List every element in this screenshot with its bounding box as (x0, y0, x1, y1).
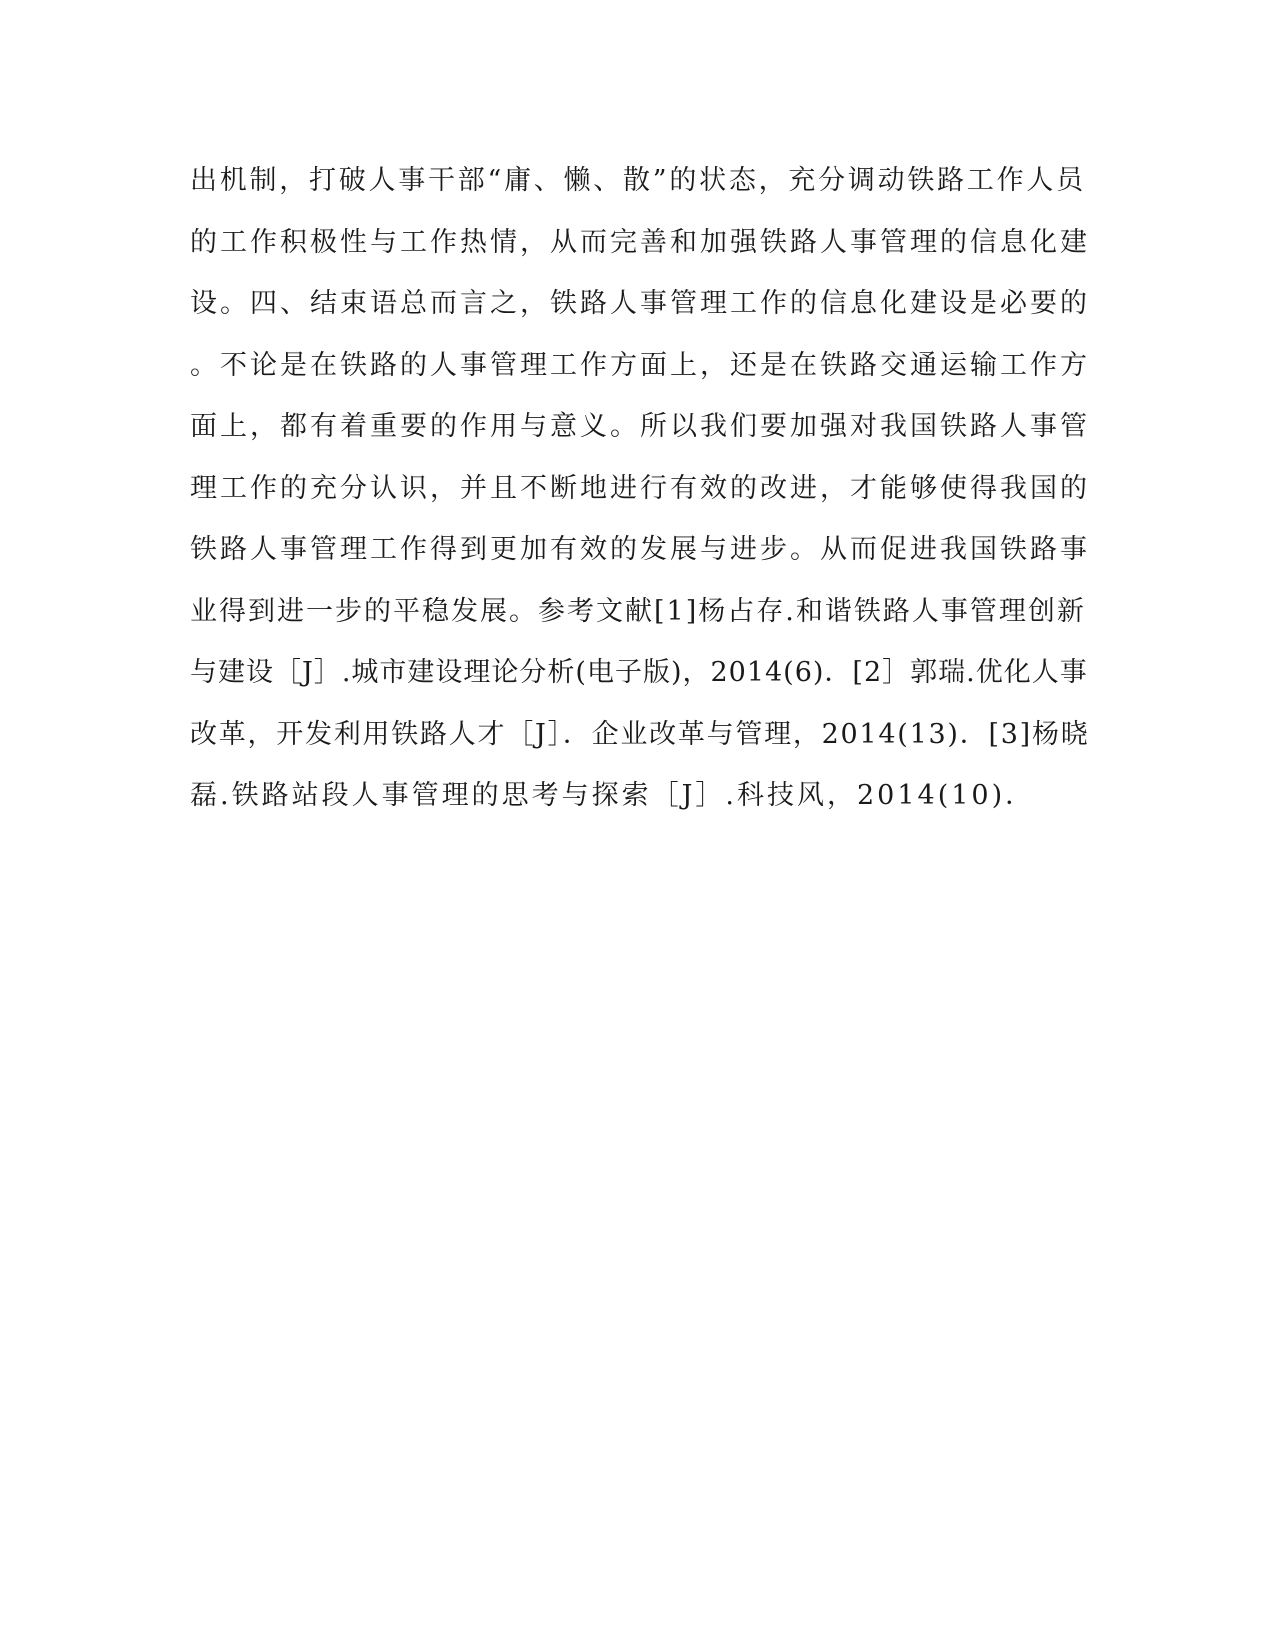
text-line-9: 与建设［J］.城市建设理论分析(电子版)，2014(6)．[2］郭瑞.优化人事 (190, 657, 1088, 688)
text-line-2: 的工作积极性与工作热情，从而完善和加强铁路人事管理的信息化建 (190, 226, 1090, 258)
text-line-10: 改革，开发利用铁路人才［J］．企业改革与管理，2014(13)．[3]杨晓 (190, 718, 1090, 750)
text-line-7: 铁路人事管理工作得到更加有效的发展与进步。从而促进我国铁路事 (190, 534, 1090, 565)
body-text (190, 166, 1090, 843)
text-line-4: 。不论是在铁路的人事管理工作方面上，还是在铁路交通运输工作方 (190, 349, 1090, 381)
text-line-3: 设。四、结束语总而言之，铁路人事管理工作的信息化建设是必要的 (190, 288, 1090, 319)
text-line-11: 磊.铁路站段人事管理的思考与探索［J］.科技风，2014(10)． (190, 780, 1036, 811)
text-line-6: 理工作的充分认识，并且不断地进行有效的改进，才能够使得我国的 (190, 472, 1090, 504)
text-line-5: 面上，都有着重要的作用与意义。所以我们要加强对我国铁路人事管 (190, 411, 1090, 442)
text-line-1: 出机制，打破人事干部“庸、懒、散”的状态，充分调动铁路工作人员 (190, 165, 1086, 196)
text-line-8: 业得到进一步的平稳发展。参考文献[1]杨占存.和谐铁路人事管理创新 (190, 595, 1086, 627)
